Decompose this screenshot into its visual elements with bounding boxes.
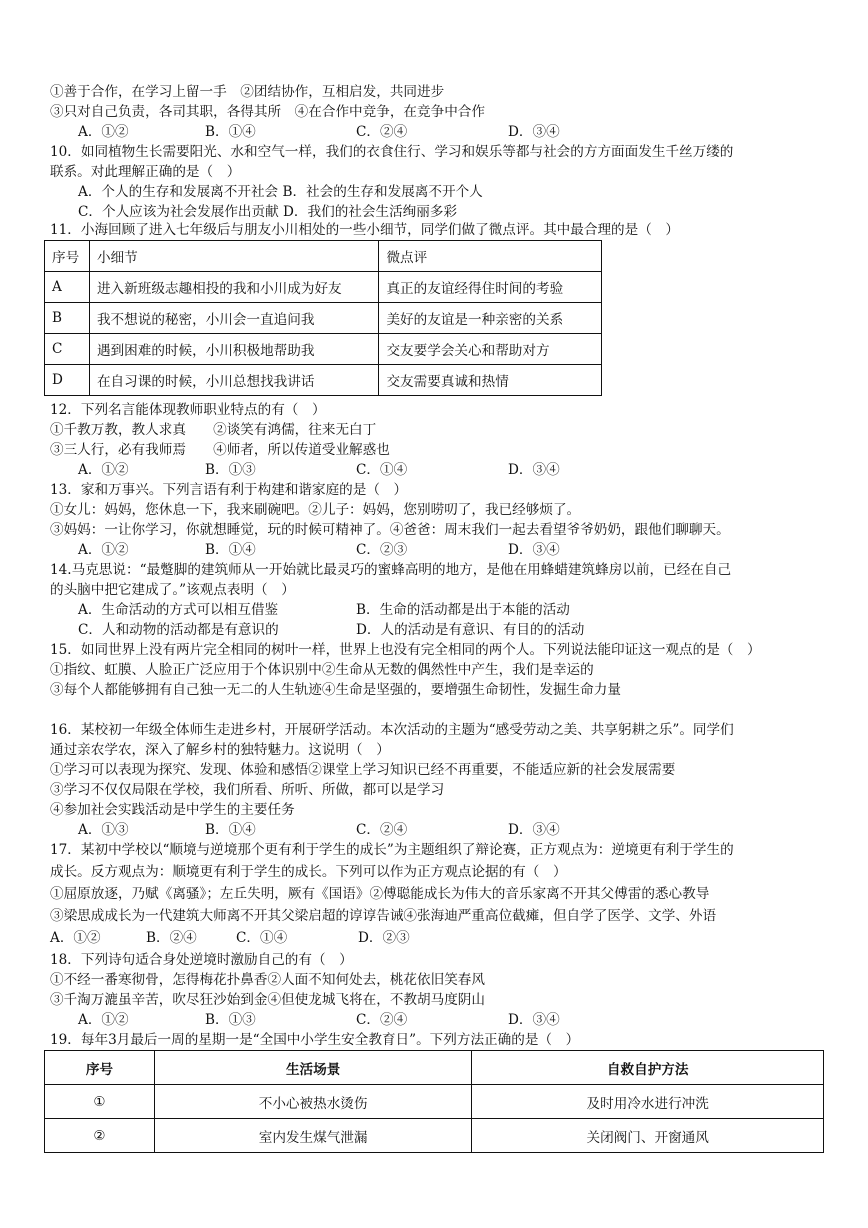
q18-option-d: D．③④ [508,1012,560,1028]
q15-choice-line-2: ③每个人都能够拥有自己独一无二的人生轨迹④生命是坚强的，要增强生命韧性，发掘生命力量 [50,682,621,698]
q14-option-a: A．生命活动的方式可以相互借鉴 [78,602,279,618]
q10-stem-line-1: 10．如同植物生长需要阳光、水和空气一样，我们的衣食住行、学习和娱乐等都与社会的方方面面发生千丝万缕的 [50,144,734,160]
q19-row-index: ① [45,1085,155,1119]
q11-header-comment: 微点评 [379,241,602,272]
q19-row-method: 及时用冷水进行冲洗 [472,1085,824,1119]
q16-option-b: B．①④ [205,822,256,838]
q11-row-comment: 美好的友谊是一种亲密的关系 [379,303,602,334]
q18-stem: 18．下列诗句适合身处逆境时激励自己的有（ ） [50,952,353,968]
q11-row-comment: 真正的友谊经得住时间的考验 [379,272,602,303]
q16-choice-line-1: ①学习可以表现为探究、发现、体验和感悟②课堂上学习知识已经不再重要，不能适应新的社会发展需要 [50,762,676,778]
q11-header-detail: 小细节 [89,241,379,272]
q12-option-d: D．③④ [508,462,560,478]
q16-choice-line-3: ④参加社会实践活动是中学生的主要任务 [50,802,295,818]
q12-choice-line-1: ①千教万教，教人求真 ②谈笑有鸿儒，往来无白丁 [50,422,377,438]
q14-option-d: D．人的活动是有意识、有目的的活动 [356,622,585,638]
q17-option-a: A．①② [50,930,101,946]
q12-option-c: C．①④ [356,462,408,478]
q19-table-header-row [45,1051,824,1085]
q9-option-a: A．①② [78,124,129,140]
q11-row-detail: 我不想说的秘密，小川会一直追问我 [89,303,379,334]
table-row [45,1085,824,1119]
q17-stem-line-1: 17．某初中学校以“顺境与逆境那个更有利于学生的成长”为主题组织了辩论赛，正方观点为：逆境更有利于学生的 [50,842,734,858]
q16-stem-line-2: 通过亲农学农，深入了解乡村的独特魅力。这说明（ ） [50,742,390,758]
q11-row-comment: 交友要学会关心和帮助对方 [379,334,602,365]
q9-choice-line-1: ①善于合作，在学习上留一手 ②团结协作，互相启发，共同进步 [50,84,445,100]
q19-header-index: 序号 [45,1051,155,1085]
q13-option-c: C．②③ [356,542,408,558]
q11-header-index: 序号 [45,241,90,272]
q13-option-a: A．①② [78,542,129,558]
q9-option-c: C．②④ [356,124,408,140]
q12-stem: 12．下列名言能体现教师职业特点的有（ ） [50,402,326,418]
q17-stem-line-2: 成长。反方观点为：顺境更有利于学生的成长。下列可以作为正方观点论据的有（ ） [50,864,567,880]
q12-choice-line-2: ③三人行，必有我师焉 ④师者，所以传道受业解惑也 [50,442,390,458]
q11-row-detail: 在自习课的时候，小川总想找我讲话 [89,365,379,396]
q17-option-b: B．②④ [146,930,197,946]
table-row [45,272,602,303]
q18-option-b: B．①③ [205,1012,256,1028]
q13-option-d: D．③④ [508,542,560,558]
q10-stem-line-2: 联系。对此理解正确的是（ ） [50,164,241,180]
q19-header-method: 自救自护方法 [472,1051,824,1085]
q11-row-comment: 交友需要真诚和热情 [379,365,602,396]
q17-choice-line-1: ①屈原放逐，乃赋《离骚》；左丘失明，厥有《国语》②傅聪能成长为伟大的音乐家离不开其父傅雷的悉心教导 [50,886,710,902]
q18-option-a: A．①② [78,1012,129,1028]
q10-options-ab: A．个人的生存和发展离不开社会 B．社会的生存和发展离不开个人 [78,184,483,200]
q14-stem-line-2: 的头脑中把它建成了。”该观点表明（ ） [50,582,295,598]
q11-row-detail: 进入新班级志趣相投的我和小川成为好友 [89,272,379,303]
q14-option-b: B．生命的活动都是出于本能的活动 [356,602,570,618]
q19-row-scene: 不小心被热水烫伤 [154,1085,472,1119]
q11-row-detail: 遇到困难的时候，小川积极地帮助我 [89,334,379,365]
q19-stem: 19．每年3月最后一周的星期一是“全国中小学生安全教育日”。下列方法正确的是（ ） [50,1032,580,1048]
q9-option-b: B．①④ [205,124,256,140]
q16-choice-line-2: ③学习不仅仅局限在学校，我们所看、所听、所做，都可以是学习 [50,782,445,798]
q15-choice-line-1: ①指纹、虹膜、人脸正广泛应用于个体识别中②生命从无数的偶然性中产生，我们是幸运的 [50,662,594,678]
table-row [45,365,602,396]
q9-choice-line-2: ③只对自己负责，各司其职，各得其所 ④在合作中竞争，在竞争中合作 [50,104,485,120]
q14-stem-line-1: 14.马克思说：“最蹩脚的建筑师从一开始就比最灵巧的蜜蜂高明的地方，是他在用蜂蜡建筑蜂房以前，已经在自己 [50,562,732,578]
q19-row-scene: 室内发生煤气泄漏 [154,1119,472,1153]
q17-option-d: D．②③ [358,930,410,946]
q19-row-method: 关闭阀门、开窗通风 [472,1119,824,1153]
q19-table [44,1050,824,1153]
q19-header-scene: 生活场景 [154,1051,472,1085]
q11-table [44,240,602,396]
q16-stem-line-1: 16．某校初一年级全体师生走进乡村，开展研学活动。本次活动的主题为“感受劳动之美、共享躬耕之乐”。同学们 [50,722,734,738]
q16-option-a: A．①③ [78,822,129,838]
table-row [45,303,602,334]
q15-stem: 15．如同世界上没有两片完全相同的树叶一样，世界上也没有完全相同的两个人。下列说法能印证这一观点的是（ ） [50,642,761,658]
q19-row-index: ② [45,1119,155,1153]
q11-row-index: D [45,365,90,396]
q9-option-d: D．③④ [508,124,560,140]
table-row [45,1119,824,1153]
q17-choice-line-2: ③梁思成成长为一代建筑大师离不开其父梁启超的谆谆告诫④张海迪严重高位截瘫，但自学了医学、文学、外语 [50,908,717,924]
q12-option-a: A．①② [78,462,129,478]
q11-stem: 11．小海回顾了进入七年级后与朋友小川相处的一些小细节，同学们做了微点评。其中最合理的是（ ） [50,222,680,238]
q11-table-header-row [45,241,602,272]
q16-option-c: C．②④ [356,822,408,838]
q13-option-b: B．①④ [205,542,256,558]
q11-row-index: C [45,334,90,365]
q17-option-c: C．①④ [236,930,288,946]
q13-choice-line-1: ①女儿：妈妈，您休息一下，我来刷碗吧。②儿子：妈妈，您别唠叨了，我已经够烦了。 [50,502,581,518]
q10-options-cd: C．个人应该为社会发展作出贡献 D．我们的社会生活绚丽多彩 [78,204,458,220]
q16-option-d: D．③④ [508,822,560,838]
q13-stem: 13．家和万事兴。下列言语有利于构建和谐家庭的是（ ） [50,482,408,498]
q12-option-b: B．①③ [205,462,256,478]
q13-choice-line-2: ③妈妈：一让你学习，你就想睡觉，玩的时候可精神了。④爸爸：周末我们一起去看望爷爷奶奶，跟他们聊聊天。 [50,522,730,538]
q18-choice-line-1: ①不经一番寒彻骨，怎得梅花扑鼻香②人面不知何处去，桃花依旧笑春风 [50,972,485,988]
q18-option-c: C．②④ [356,1012,408,1028]
q14-option-c: C．人和动物的活动都是有意识的 [78,622,279,638]
q11-row-index: A [45,272,90,303]
q18-choice-line-2: ③千淘万漉虽辛苦，吹尽狂沙始到金④但使龙城飞将在，不教胡马度阴山 [50,992,485,1008]
q11-row-index: B [45,303,90,334]
table-row [45,334,602,365]
